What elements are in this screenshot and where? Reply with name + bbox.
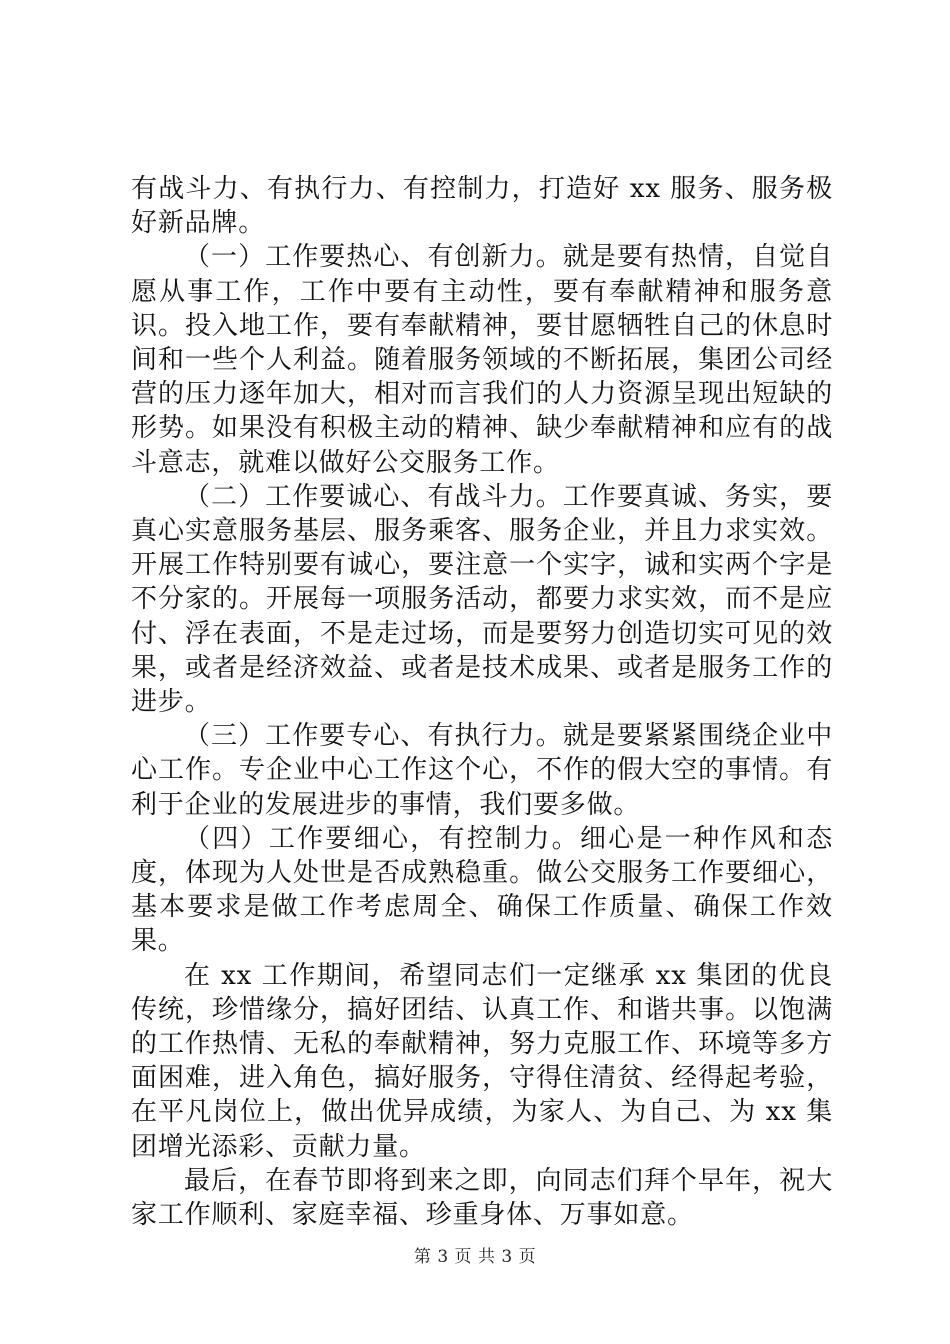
paragraph-point-two: （二）工作要诚心、有战斗力。工作要真诚、务实，要真心实意服务基层、服务乘客、服务企业，并且力求实效。开展工作特别要有诚心，要注意一个实字，诚和实两个字是不分家的。开展每一项服务活动，都要力求实效，而不是应付、浮在表面，不是走过场，而是要努力创造切实可见的效果，或者是经济效益、或者是技术成果、或者是服务工作的进步。: [131, 481, 833, 718]
paragraph-point-four: （四）工作要细心，有控制力。细心是一种作风和态度，体现为人处世是否成熟稳重。做公交服务工作要细心，基本要求是做工作考虑周全、确保工作质量、确保工作效果。: [131, 823, 833, 957]
paragraph-closing: 最后，在春节即将到来之即，向同志们拜个早年，祝大家工作顺利、家庭幸福、珍重身体、万事如意。: [131, 1165, 833, 1231]
page-number-footer: 第 3 页 共 3 页: [413, 1247, 537, 1267]
paragraph-point-three: （三）工作要专心、有执行力。就是要紧紧围绕企业中心工作。专企业中心工作这个心，不作的假大空的事情。有利于企业的发展进步的事情，我们要多做。: [131, 721, 833, 820]
paragraph-continuation: 有战斗力、有执行力、有控制力，打造好 xx 服务、服务极好新品牌。: [131, 174, 833, 239]
paragraph-point-one: （一）工作要热心、有创新力。就是要有热情，自觉自愿从事工作，工作中要有主动性，要有奉献精神和服务意识。投入地工作，要有奉献精神，要甘愿牺牲自己的休息时间和一些个人利益。随着服务领域的不断拓展，集团公司经营的压力逐年加大，相对而言我们的人力资源呈现出短缺的形势。如果没有积极主动的精神、缺少奉献精神和应有的战斗意志，就难以做好公交服务工作。: [131, 242, 833, 478]
document-body: [131, 172, 833, 1232]
paragraph-expectation: 在 xx 工作期间，希望同志们一定继承 xx 集团的优良传统，珍惜缘分，搞好团结、认真工作、和谐共事。以饱满的工作热情、无私的奉献精神，努力克服工作、环境等多方面困难，进入角色，搞好服务，守得住清贫、经得起考验，在平凡岗位上，做出优异成绩，为家人、为自己、为 xx 集团增光添彩、贡献力量。: [131, 960, 833, 1162]
